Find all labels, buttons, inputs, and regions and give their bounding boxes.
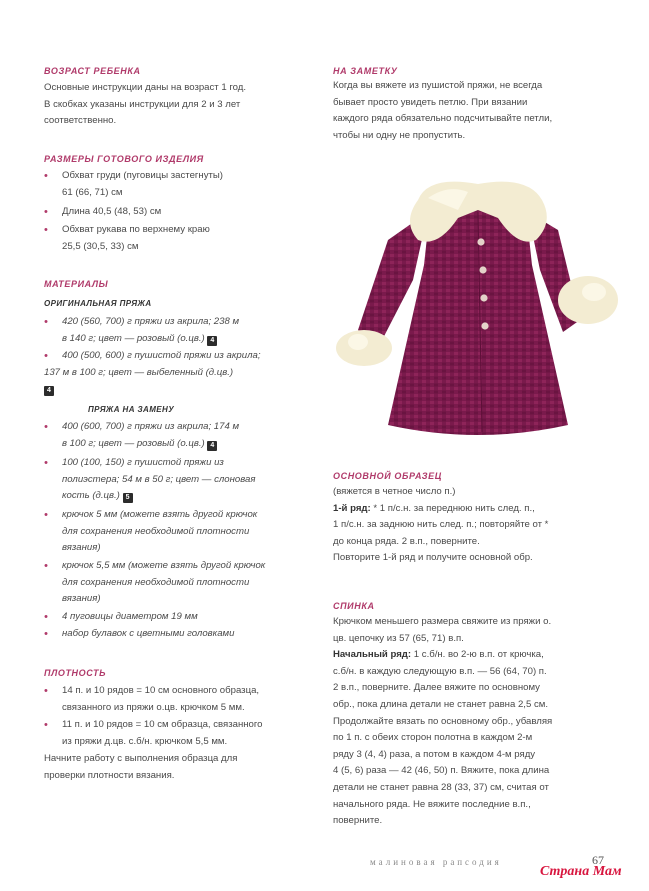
bullet-icon: • (44, 206, 48, 218)
list-item: • 420 (560, 700) г пряжи из акрила; 238 м в 140 г; цвет — розовый (о.цв.) 4 (44, 316, 240, 344)
gauge-heading: ПЛОТНОСТЬ (44, 668, 107, 678)
list-item: • 4 пуговицы диаметром 19 мм (44, 609, 198, 626)
list-item: • Длина 40,5 (48, 53) см (44, 204, 161, 221)
coat-photo (318, 170, 630, 454)
gauge-note: Начните работу с выполнения образца для проверки плотности вязания. (44, 753, 238, 781)
bullet-icon: • (44, 457, 48, 469)
note-text: Когда вы вяжете из пушистой пряжи, не всегда бывает просто увидеть петлю. При вязании каждого ряда обязательно подсчитывайте петли, чтобы ни одну не пропустить. (333, 80, 553, 141)
list-item: • крючок 5,5 мм (можете взять другой крючок для сохранения необходимой плотности вязания) (44, 560, 266, 605)
yarn-weight-icon: 4 (207, 336, 217, 346)
list-item: • Обхват груди (пуговицы застегнуты) 61 (66, 71) см (44, 170, 223, 198)
list-item: • 100 (100, 150) г пушистой пряжи из полиэстера; 54 м в 50 г; цвет — слоновая кость (д.цв.) 5 (44, 457, 256, 502)
bullet-icon: • (44, 628, 48, 640)
replacement-yarn-heading: ПРЯЖА НА ЗАМЕНУ (88, 405, 175, 414)
bullet-icon: • (44, 316, 48, 328)
original-yarn-heading: ОРИГИНАЛЬНАЯ ПРЯЖА (44, 299, 152, 308)
age-heading: ВОЗРАСТ РЕБЕНКА (44, 66, 141, 76)
age-text: Основные инструкции даны на возраст 1 год. В скобках указаны инструкции для 2 и 3 лет соответственно. (44, 82, 247, 127)
bullet-icon: • (44, 224, 48, 236)
bullet-icon: • (44, 350, 48, 362)
bullet-icon: • (44, 611, 48, 623)
bullet-icon: • (44, 719, 48, 731)
yarn-weight-icon: 5 (123, 493, 133, 503)
note-heading: НА ЗАМЕТКУ (333, 66, 398, 76)
bullet-icon: • (44, 509, 48, 521)
list-item: • 11 п. и 10 рядов = 10 см образца, связанного из пряжи д.цв. с.б/н. крючком 5,5 мм. (44, 719, 263, 747)
list-item: • набор булавок с цветными головками (44, 626, 234, 643)
back-text: Крючком меньшего размера свяжите из пряжи о. цв. цепочку из 57 (65, 71) в.п. Начальный ряд: 1 с.б/н. во 2-ю в.п. от крючка, с.б/н. в каждую следующую в.п. — 56 (64, 70) п. 2 в.п., поверните. Далее вяжите по основному обр., пока длина детали не станет равна 2,5 см. Продолжайте вязать по основному обр., убавляя по 1 п. с обеих сторон полотна в каждом 2-м ряду 3 (4, 4) раза, а потом в каждом 4-м ряду 4 (5, 6) раза — 42 (46, 50) п. Вяжите, пока длина детали не станет равна 28 (33, 37) см, считая от начального ряда. Не вяжите последние в.п., поверните. (333, 616, 553, 827)
materials-heading: МАТЕРИАЛЫ (44, 279, 109, 289)
yarn-weight-icon: 4 (44, 386, 54, 396)
pattern-text: (вяжется в четное число п.) 1-й ряд: * 1 п/с.н. за переднюю нить след. п., 1 п/с.н. за заднюю нить след. п.; повторяйте от * до конца ряда. 2 в.п., поверните. Повторите 1-й ряд и получите основной обр. (333, 486, 549, 564)
list-item: • 400 (600, 700) г пряжи из акрила; 174 м в 100 г; цвет — розовый (о.цв.) 4 (44, 421, 240, 449)
back-heading: СПИНКА (333, 601, 375, 611)
list-item: • крючок 5 мм (можете взять другой крючок для сохранения необходимой плотности вязания) (44, 509, 258, 554)
yarn-weight-icon: 4 (207, 441, 217, 451)
bullet-icon: • (44, 685, 48, 697)
watermark: Страна Мам (540, 864, 622, 879)
bullet-icon: • (44, 170, 48, 182)
sizes-heading: РАЗМЕРЫ ГОТОВОГО ИЗДЕЛИЯ (44, 154, 204, 164)
bullet-icon: • (44, 560, 48, 572)
pattern-heading: ОСНОВНОЙ ОБРАЗЕЦ (333, 471, 442, 481)
bullet-icon: • (44, 421, 48, 433)
page-number: 67 (592, 853, 604, 867)
list-item: • Обхват рукава по верхнему краю 25,5 (30,5, 33) см (44, 224, 210, 252)
list-item: • 14 п. и 10 рядов = 10 см основного образца, связанного из пряжи о.цв. крючком 5 мм. (44, 685, 260, 713)
list-item: • 400 (500, 600) г пушистой пряжи из акрила; 137 м в 100 г; цвет — выбеленный (д.цв.) 4 (44, 350, 261, 395)
footer-title: малиновая рапсодия (370, 857, 502, 867)
